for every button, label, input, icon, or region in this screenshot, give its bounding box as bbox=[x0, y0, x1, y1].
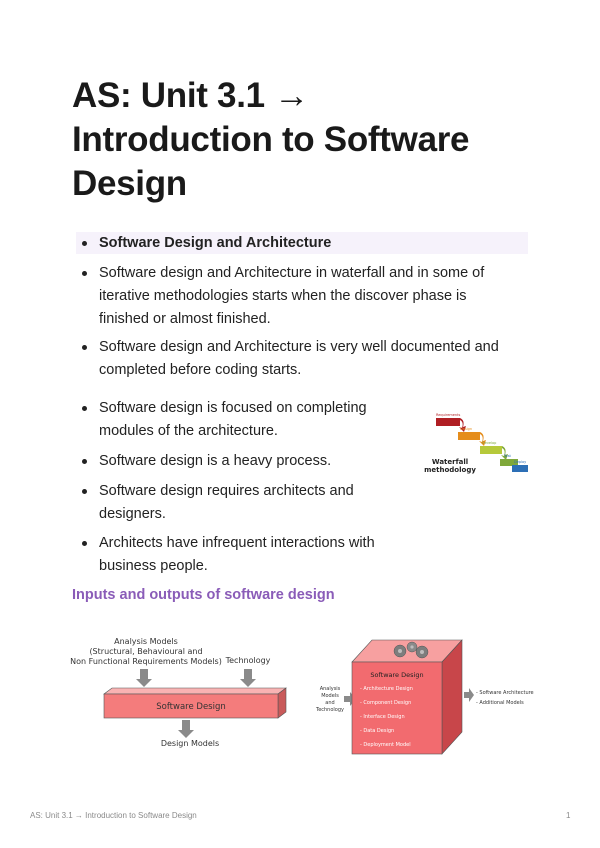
waterfall-step-2 bbox=[458, 432, 480, 440]
bullet-dot-icon bbox=[82, 271, 87, 276]
waterfall-step-label: Requirements bbox=[436, 413, 461, 417]
waterfall-step-5 bbox=[512, 465, 528, 472]
title-line: Introduction to Software bbox=[72, 120, 470, 159]
bullet-text: Software design and Architecture is very well documented and bbox=[99, 339, 499, 355]
bullet-dot-icon bbox=[82, 459, 87, 464]
bullet-dot-icon bbox=[82, 541, 87, 546]
page-title bbox=[72, 74, 542, 206]
title-line: Design bbox=[72, 164, 187, 203]
waterfall-step-label: Design bbox=[460, 427, 473, 431]
bullet-text: Software design requires architects and bbox=[99, 483, 354, 499]
bullet-dot-icon bbox=[82, 345, 87, 350]
analysis-models-label: Non Functional Requirements Models) bbox=[70, 657, 222, 666]
analysis-input-label: Models bbox=[321, 693, 339, 699]
software-design-box-label: Software Design bbox=[156, 702, 226, 712]
analysis-input-label: Technology bbox=[315, 707, 345, 713]
analysis-input-label: and bbox=[325, 700, 335, 706]
title-line: AS: Unit 3.1 → bbox=[72, 76, 309, 115]
waterfall-step-label: Test bbox=[504, 454, 511, 458]
technology-label: Technology bbox=[225, 656, 271, 665]
section-subheading: Inputs and outputs of software design bbox=[72, 587, 335, 603]
bullet-text: Software design is a heavy process. bbox=[99, 453, 332, 469]
output-label: - Software Architecture bbox=[476, 690, 534, 696]
output-label: - Additional Models bbox=[476, 700, 524, 706]
waterfall-step-label: Deploy bbox=[514, 460, 527, 464]
bullet-dot-icon bbox=[82, 489, 87, 494]
bullet-text: Software design is focused on completing bbox=[99, 400, 367, 416]
bullet-text: business people. bbox=[99, 558, 208, 574]
cube-item: - Deployment Model bbox=[360, 742, 411, 748]
software-design-cube-diagram bbox=[312, 632, 532, 757]
design-models-label: Design Models bbox=[160, 739, 220, 748]
right-arrow-icon bbox=[464, 688, 474, 702]
waterfall-caption: methodology bbox=[424, 466, 476, 474]
page-number: 1 bbox=[566, 811, 571, 820]
waterfall-step-3 bbox=[480, 446, 502, 454]
bullet-text: Software design and Architecture in waterfall and in some of bbox=[99, 265, 485, 281]
cube-title: Software Design bbox=[370, 671, 424, 679]
bullet-text: Architects have infrequent interactions with bbox=[99, 535, 375, 551]
waterfall-methodology-image bbox=[424, 408, 530, 478]
bullet-dot-icon bbox=[82, 241, 87, 246]
bullet-text: completed before coding starts. bbox=[99, 362, 302, 378]
software-design-io-diagram bbox=[72, 632, 312, 757]
analysis-models-label: (Structural, Behavioural and bbox=[89, 647, 203, 656]
waterfall-step-label: Develop bbox=[482, 441, 497, 445]
waterfall-caption: Waterfall bbox=[431, 458, 469, 466]
analysis-models-label: Analysis Models bbox=[114, 637, 178, 646]
bullet-text: iterative methodologies starts when the discover phase is bbox=[99, 288, 467, 304]
down-arrow-icon bbox=[136, 669, 152, 687]
cube-item: - Data Design bbox=[360, 728, 395, 734]
bullet-text: designers. bbox=[99, 506, 166, 522]
software-design-box-top bbox=[104, 688, 286, 694]
cube-item: - Component Design bbox=[360, 700, 412, 706]
bullet-text: finished or almost finished. bbox=[99, 311, 271, 327]
bullet-dot-icon bbox=[82, 406, 87, 411]
bullet-text: Software Design and Architecture bbox=[99, 235, 332, 251]
down-arrow-icon bbox=[240, 669, 256, 687]
cube-item: - Architecture Design bbox=[360, 686, 413, 692]
down-arrow-icon bbox=[178, 720, 194, 738]
footer-title: AS: Unit 3.1 → Introduction to Software Design bbox=[30, 811, 197, 820]
analysis-input-label: Analysis bbox=[319, 686, 341, 692]
bullet-text: modules of the architecture. bbox=[99, 423, 278, 439]
waterfall-step-1 bbox=[436, 418, 460, 426]
cube-item: - Interface Design bbox=[360, 714, 405, 720]
